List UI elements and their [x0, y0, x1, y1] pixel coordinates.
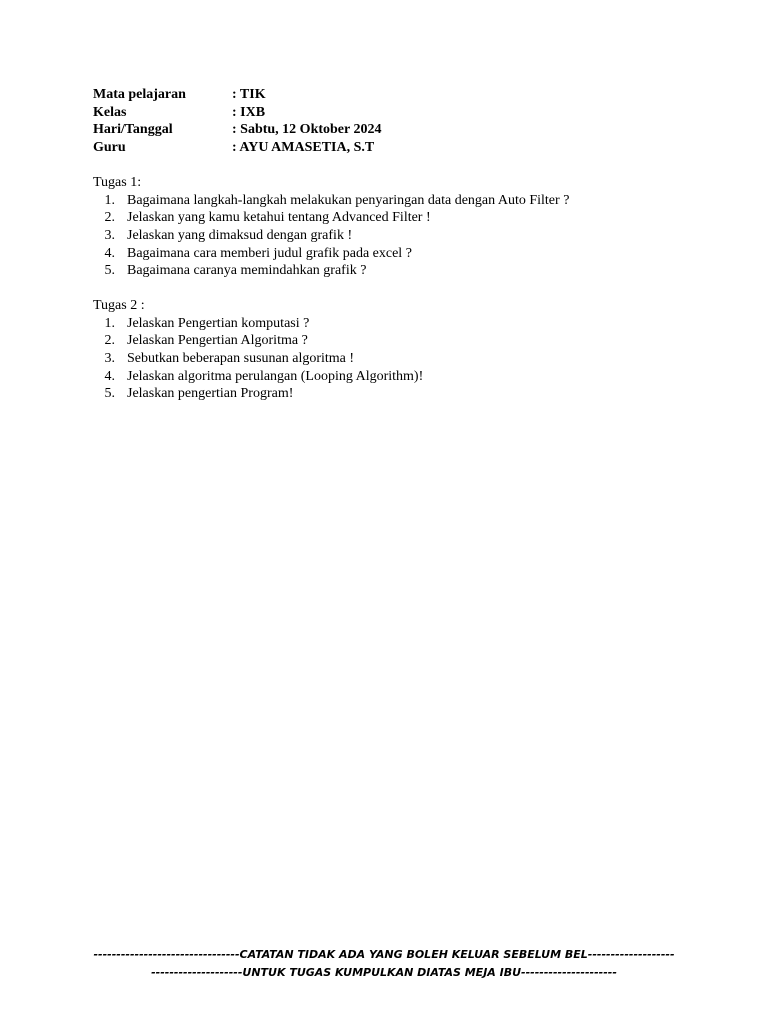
list-item-text: Bagaimana cara memberi judul grafik pada excel ?	[127, 245, 412, 261]
list-item	[93, 209, 693, 227]
date-label: Hari/Tanggal	[93, 122, 173, 137]
list-item	[93, 350, 693, 368]
list-item	[93, 245, 693, 263]
tugas-2-section	[93, 297, 693, 403]
tugas-2-list	[93, 315, 693, 403]
header-row-subject	[93, 86, 653, 104]
list-item	[93, 385, 693, 403]
header-row-teacher	[93, 139, 653, 157]
list-item	[93, 227, 693, 245]
date-value: : Sabtu, 12 Oktober 2024	[232, 122, 382, 137]
list-item	[93, 192, 693, 210]
list-item-number: 1.	[104, 315, 115, 331]
class-value: : IXB	[232, 104, 266, 120]
teacher-value: : AYU AMASETIA, S.T	[232, 139, 375, 155]
footer-note-line-1: --------------------------------CATATAN TIDAK ADA YANG BOLEH KELUAR SEBELUM BEL-------------------	[93, 948, 675, 961]
list-item	[93, 332, 693, 350]
list-item	[93, 368, 693, 386]
document-footer	[0, 946, 768, 982]
list-item-text: Jelaskan yang kamu ketahui tentang Advanced Filter !	[127, 210, 431, 226]
header-row-class	[93, 104, 653, 122]
list-item-text: Jelaskan Pengertian komputasi ?	[127, 315, 310, 331]
class-label: Kelas	[93, 104, 127, 120]
list-item-number: 1.	[104, 192, 115, 208]
list-item-number: 4.	[104, 245, 115, 261]
list-item-text: Bagaimana caranya memindahkan grafik ?	[127, 263, 367, 279]
list-item-text: Jelaskan pengertian Program!	[127, 386, 294, 402]
subject-value: : TIK	[232, 87, 266, 102]
list-item-text: Jelaskan Pengertian Algoritma ?	[127, 333, 308, 349]
list-item-text: Bagaimana langkah-langkah melakukan penyaringan data dengan Auto Filter ?	[127, 192, 570, 208]
footer-note-line-2: --------------------UNTUK TUGAS KUMPULKAN DIATAS MEJA IBU---------------------	[151, 966, 617, 979]
teacher-label: Guru	[93, 139, 126, 155]
list-item-text: Sebutkan beberapan susunan algoritma !	[127, 351, 355, 367]
list-item-number: 4.	[104, 368, 115, 384]
list-item-number: 2.	[104, 210, 115, 226]
list-item-number: 3.	[104, 228, 115, 244]
subject-label: Mata pelajaran	[93, 87, 186, 102]
list-item-text: Jelaskan algoritma perulangan (Looping Algorithm)!	[127, 368, 424, 384]
list-item-number: 5.	[104, 386, 115, 402]
document-header	[93, 86, 653, 156]
list-item-text: Jelaskan yang dimaksud dengan grafik !	[127, 228, 353, 244]
header-row-date	[93, 121, 653, 139]
list-item-number: 5.	[104, 263, 115, 279]
list-item	[93, 315, 693, 333]
tugas-1-title: Tugas 1:	[93, 175, 142, 190]
list-item	[93, 262, 693, 280]
tugas-1-list	[93, 192, 693, 280]
tugas-1-section	[93, 174, 693, 280]
list-item-number: 2.	[104, 333, 115, 349]
list-item-number: 3.	[104, 351, 115, 367]
tugas-2-title: Tugas 2 :	[93, 298, 145, 313]
